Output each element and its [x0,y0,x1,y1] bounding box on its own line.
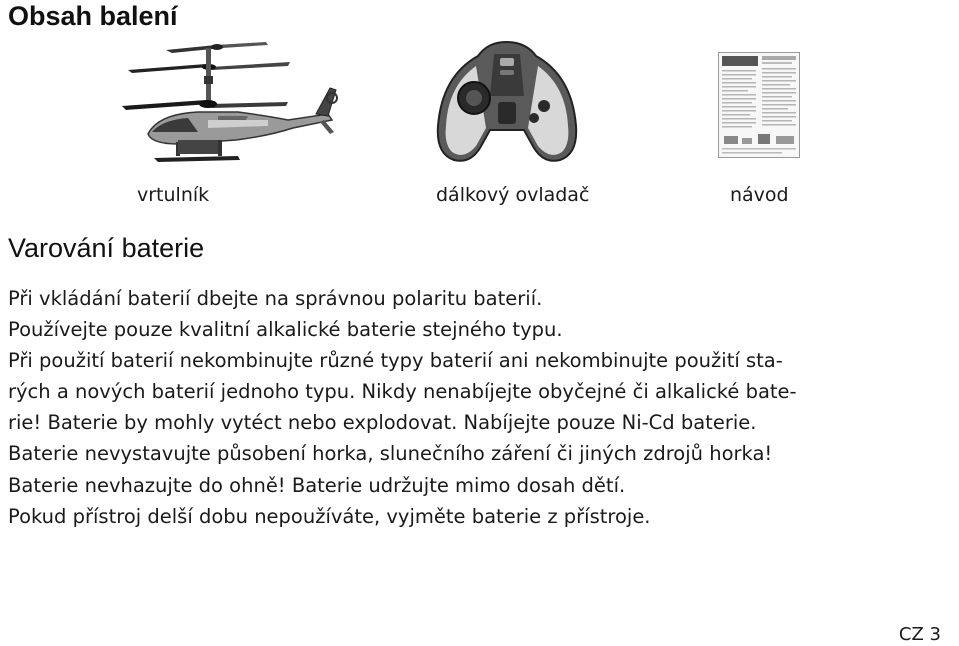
text-line: Pokud přístroj delší dobu nepoužíváte, vyjměte baterie z přístroje. [8,504,651,528]
page-number: CZ 3 [898,624,941,645]
battery-warning-text [8,283,953,532]
remote-control-caption: dálkový ovladač [436,184,590,206]
remote-control-image [436,36,578,166]
text-line: Baterie nevystavujte působení horka, slunečního záření či jiných zdrojů horka! [8,442,773,466]
text-line: Při použití baterií nekombinujte různé typy baterií ani nekombinujte použití sta- [8,349,783,373]
text-line: Při vkládání baterií dbejte na správnou polaritu baterií. [8,287,543,310]
text-line: Používejte pouze kvalitní alkalické baterie stejného typu. [8,318,563,342]
helicopter-caption: vrtulník [137,184,210,206]
battery-warning-heading: Varování baterie [8,233,205,263]
helicopter-image [118,36,344,166]
text-line: Baterie nevhazujte do ohně! Baterie udržujte mimo dosah dětí. [8,473,626,497]
manual-image [718,52,800,158]
text-line: rie! Baterie by mohly vytéct nebo explodovat. Nabíjejte pouze Ni-Cd baterie. [8,411,757,435]
text-line: rých a nových baterií jednoho typu. Nikdy nenabíjejte obyčejné či alkalické bate- [8,380,797,404]
manual-caption: návod [730,184,789,206]
contents-heading: Obsah balení [8,1,178,31]
